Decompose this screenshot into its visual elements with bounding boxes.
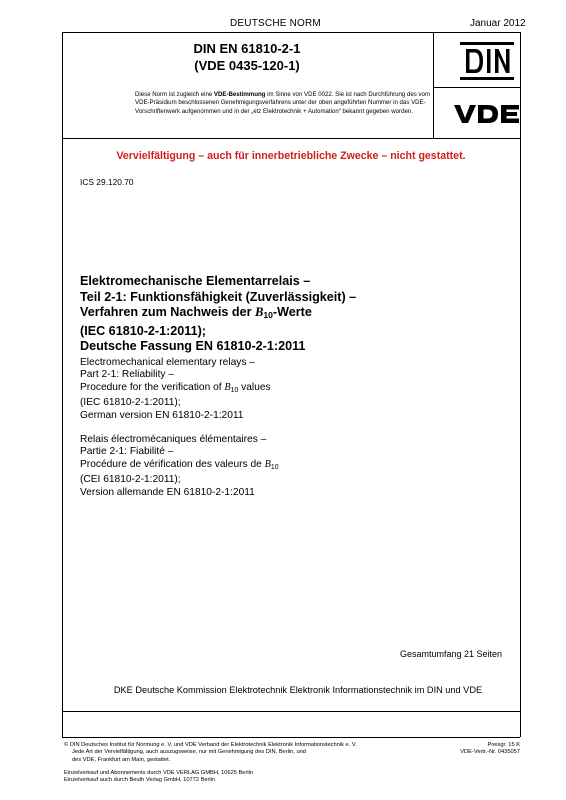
title-french xyxy=(80,434,279,499)
din-logo xyxy=(458,40,516,82)
footer-block-top-line xyxy=(62,711,520,712)
title-de-line xyxy=(80,305,356,324)
vde-classification-number: (VDE 0435-120-1) xyxy=(194,58,300,73)
frame-bottom-line xyxy=(62,737,520,738)
title-german xyxy=(80,274,356,355)
notice-bold-term: VDE-Bestimmung xyxy=(213,91,266,98)
b10-base: B xyxy=(224,381,231,393)
title-fr-line-text: Procédure de vérification des valeurs de xyxy=(80,458,265,470)
title-fr-line: (CEI 61810-2-1:2011); xyxy=(80,474,181,486)
title-de-line-text: -Werte xyxy=(272,305,312,320)
copyright-line: des VDE, Frankfurt am Main, gestattet. xyxy=(72,756,171,763)
notice-rest: im Sinne von VDE 0022. Sie ist nach Durchführung des vom VDE-Präsidium beschlossenen Genehmigungsverfahrens unter der oben angeführten Nummer in das VDE-Vorschriftenwerk aufgenommen und in der „etz Elektrotechnik + Automation“ bekannt gegeben worden. xyxy=(135,91,431,115)
sales-info xyxy=(64,770,253,785)
title-de-line-text: Verfahren zum Nachweis der xyxy=(80,305,255,320)
sales-line: Einzelverkauf und Abonnements durch VDE VERLAG GMBH, 10625 Berlin xyxy=(64,770,254,776)
title-en-line: German version EN 61810-2-1:2011 xyxy=(80,409,244,421)
publication-date: Januar 2012 xyxy=(470,18,526,29)
title-en-line-text: values xyxy=(238,381,271,393)
title-en-line: (IEC 61810-2-1:2011); xyxy=(80,397,181,409)
b10-symbol xyxy=(255,305,273,319)
b10-symbol xyxy=(265,459,279,470)
standard-number: DIN EN 61810-2-1 xyxy=(193,41,301,56)
sales-line: Einzelverkauf auch durch Beuth Verlag GmbH, 10772 Berlin xyxy=(64,777,216,784)
title-de-line: Elektromechanische Elementarrelais – xyxy=(80,274,311,288)
copyright-line: Jede Art der Vervielfältigung, auch auszugsweise, nur mit Genehmigung des DIN, Berlin, und xyxy=(72,749,306,756)
dke-publisher-line: DKE Deutsche Kommission Elektrotechnik Elektronik Informationstechnik im DIN und VDE xyxy=(113,685,483,695)
copyright-line: © DIN Deutsches Institut für Normung e. V. und VDE Verband der Elektrotechnik Elektronik Informationstechnik e. V. xyxy=(64,742,357,748)
title-english xyxy=(80,357,271,422)
title-block-divider xyxy=(433,87,520,88)
b10-base: B xyxy=(254,305,264,320)
title-en-line: Electromechanical elementary relays – xyxy=(80,357,255,368)
ics-code: ICS 29.120.70 xyxy=(80,177,134,187)
frame-right-line xyxy=(520,32,521,737)
standard-number-block xyxy=(62,40,432,74)
title-fr-line xyxy=(80,459,279,474)
title-fr-line: Partie 2-1: Fiabilité – xyxy=(80,446,174,458)
price-group: Preisgr. 15 K xyxy=(487,742,520,748)
b10-subscript: 10 xyxy=(263,310,273,321)
document-type-label: DEUTSCHE NORM xyxy=(230,18,321,29)
total-page-count: Gesamtumfang 21 Seiten xyxy=(400,649,503,659)
reproduction-warning: Vervielfältigung – auch für innerbetriebliche Zwecke – nicht gestattet. xyxy=(116,150,466,162)
vde-logo xyxy=(453,103,523,125)
frame-top-line xyxy=(62,32,520,33)
b10-symbol xyxy=(224,382,238,393)
title-de-line: (IEC 61810-2-1:2011); xyxy=(80,323,207,338)
title-de-line: Deutsche Fassung EN 61810-2-1:2011 xyxy=(80,339,306,354)
title-fr-line: Version allemande EN 61810-2-1:2011 xyxy=(80,486,255,498)
notice-prefix: Diese Norm ist zugleich eine xyxy=(135,91,214,98)
title-de-line: Teil 2-1: Funktionsfähigkeit (Zuverlässigkeit) – xyxy=(80,289,357,304)
header-block-bottom-line xyxy=(62,138,520,139)
vde-regulation-notice xyxy=(135,91,435,116)
b10-subscript: 10 xyxy=(230,386,239,394)
title-en-line: Part 2-1: Reliability – xyxy=(80,369,174,381)
b10-subscript: 10 xyxy=(270,463,279,471)
title-fr-line: Relais électromécaniques élémentaires – xyxy=(80,434,267,445)
title-en-line-text: Procedure for the verification of xyxy=(80,381,225,393)
copyright-notice xyxy=(64,742,444,764)
logo-column-divider xyxy=(433,32,434,138)
price-info xyxy=(440,742,520,757)
title-en-line xyxy=(80,382,271,397)
vde-distribution-number: VDE-Vertr.-Nr. 0435057 xyxy=(460,749,520,756)
b10-base: B xyxy=(264,458,271,470)
